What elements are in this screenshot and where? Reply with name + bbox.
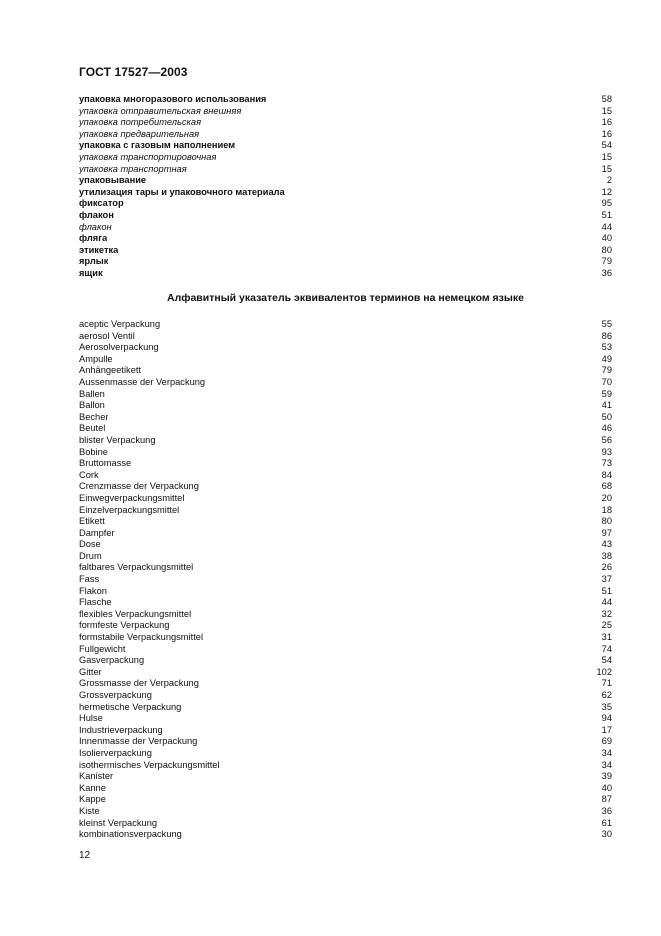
index-entry	[79, 678, 612, 690]
index-term-number: 40	[601, 782, 612, 793]
index-term-number: 54	[601, 655, 612, 666]
index-term-number: 102	[596, 666, 612, 677]
index-term: hermetische Verpackung	[79, 701, 182, 712]
index-entry	[79, 586, 612, 598]
index-term-number: 41	[601, 400, 612, 411]
index-term: упаковка транспортная	[79, 163, 187, 174]
index-term-number: 15	[601, 163, 612, 174]
index-term-number: 36	[601, 267, 612, 278]
index-entry	[79, 222, 612, 234]
index-term: Drum	[79, 550, 102, 561]
index-entry	[79, 233, 612, 245]
index-term-number: 36	[601, 805, 612, 816]
index-entry	[79, 505, 612, 517]
index-term: Dampfer	[79, 527, 115, 538]
index-entry	[79, 423, 612, 435]
index-term: Aussenmasse der Verpackung	[79, 376, 206, 387]
index-entry	[79, 94, 612, 106]
index-entry	[79, 470, 612, 482]
index-term-number: 58	[601, 94, 612, 104]
index-entry	[79, 609, 612, 621]
index-term-number: 18	[601, 504, 612, 515]
index-term: Hulse	[79, 713, 103, 724]
index-term-number: 40	[601, 233, 612, 244]
index-term: blister Verpackung	[79, 434, 156, 445]
index-entry	[79, 783, 612, 795]
index-entry	[79, 632, 612, 644]
index-term-number: 84	[601, 469, 612, 480]
russian-term-index	[79, 94, 612, 280]
index-term: formstabile Verpackungsmittel	[79, 632, 204, 643]
index-term-number: 12	[601, 186, 612, 197]
index-term: Flakon	[79, 585, 107, 596]
index-entry	[79, 400, 612, 412]
index-term: упаковка многоразового использования	[79, 94, 267, 104]
index-entry	[79, 164, 612, 176]
index-term-number: 25	[601, 620, 612, 631]
index-entry	[79, 106, 612, 118]
index-term-number: 46	[601, 423, 612, 434]
index-entry	[79, 175, 612, 187]
index-term: Aerosolverpackung	[79, 342, 159, 353]
index-term: kleinst Verpackung	[79, 817, 158, 828]
index-term-number: 71	[601, 678, 612, 689]
index-term: этикетка	[79, 244, 119, 255]
document-header: ГОСТ 17527—2003	[79, 65, 188, 79]
index-term: Grossverpackung	[79, 690, 152, 700]
index-term-number: 35	[601, 701, 612, 712]
index-term-number: 39	[601, 771, 612, 782]
index-term-number: 86	[601, 330, 612, 341]
index-term: фляга	[79, 233, 108, 244]
index-term: Einzelverpackungsmittel	[79, 504, 180, 515]
index-term-number: 80	[601, 516, 612, 527]
index-entry	[79, 725, 612, 737]
index-term: фиксатор	[79, 198, 124, 209]
index-term: упаковка транспортировочная	[79, 151, 217, 162]
index-term: kombinationsverpackung	[79, 829, 182, 840]
index-term-number: 51	[601, 209, 612, 220]
index-entry	[79, 667, 612, 679]
index-term: Beutel	[79, 423, 106, 434]
index-entry	[79, 245, 612, 257]
index-entry	[79, 493, 612, 505]
index-term-number: 49	[601, 353, 612, 364]
index-entry	[79, 794, 612, 806]
index-term: aerosol Ventil	[79, 330, 135, 341]
index-term-number: 53	[601, 342, 612, 353]
index-entry	[79, 771, 612, 783]
index-term: флакон	[79, 209, 114, 220]
index-term: Etikett	[79, 516, 105, 527]
index-term-number: 61	[601, 817, 612, 828]
index-term: Einwegverpackungsmittel	[79, 492, 185, 503]
german-term-index	[79, 319, 612, 841]
index-entry	[79, 829, 612, 841]
page-number: 12	[79, 850, 91, 861]
index-term: упаковывание	[79, 175, 147, 186]
index-entry	[79, 331, 612, 343]
index-term: Becher	[79, 411, 109, 422]
index-term: Kappe	[79, 794, 106, 805]
index-term: утилизация тары и упаковочного материала	[79, 186, 285, 197]
index-entry	[79, 539, 612, 551]
index-term-number: 31	[601, 632, 612, 643]
index-entry	[79, 481, 612, 493]
index-term-number: 62	[601, 690, 612, 700]
index-term-number: 68	[601, 481, 612, 492]
index-term-number: 69	[601, 736, 612, 747]
index-entry	[79, 365, 612, 377]
index-term-number: 50	[601, 411, 612, 422]
index-term-number: 94	[601, 713, 612, 724]
section-title: Алфавитный указатель эквивалентов терминов на немецком языке	[167, 292, 524, 304]
index-term-number: 43	[601, 539, 612, 550]
index-entry	[79, 702, 612, 714]
index-term-number: 59	[601, 388, 612, 399]
index-term-number: 95	[601, 198, 612, 209]
index-term-number: 56	[601, 434, 612, 445]
index-entry	[79, 210, 612, 222]
index-term: упаковка с газовым наполнением	[79, 140, 236, 151]
index-term-number: 54	[601, 140, 612, 151]
index-term-number: 2	[606, 175, 612, 186]
index-term-number: 37	[601, 574, 612, 585]
index-entry	[79, 152, 612, 164]
index-term: Ballon	[79, 400, 105, 411]
index-term: Kanne	[79, 782, 106, 793]
index-term: упаковка отправительская внешняя	[79, 105, 242, 116]
index-term-number: 16	[601, 117, 612, 128]
index-term-number: 32	[601, 608, 612, 619]
index-entry	[79, 516, 612, 528]
index-term-number: 34	[601, 759, 612, 770]
index-entry	[79, 713, 612, 725]
index-term: Gitter	[79, 666, 102, 677]
index-entry	[79, 644, 612, 656]
index-term-number: 17	[601, 724, 612, 735]
index-term: ярлык	[79, 256, 109, 267]
index-entry	[79, 342, 612, 354]
index-term-number: 38	[601, 550, 612, 561]
index-entry	[79, 129, 612, 141]
index-term-number: 73	[601, 458, 612, 469]
index-term-number: 44	[601, 597, 612, 608]
index-entry	[79, 435, 612, 447]
index-term: formfeste Verpackung	[79, 620, 170, 631]
index-term: Ampulle	[79, 353, 113, 364]
index-term-number: 74	[601, 643, 612, 654]
index-term-number: 97	[601, 527, 612, 538]
index-entry	[79, 760, 612, 772]
index-entry	[79, 319, 612, 331]
index-entry	[79, 377, 612, 389]
index-entry	[79, 187, 612, 199]
index-term: Industrieverpackung	[79, 724, 163, 735]
index-entry	[79, 198, 612, 210]
index-entry	[79, 818, 612, 830]
index-entry	[79, 117, 612, 129]
index-term: Dose	[79, 539, 101, 550]
index-term-number: 15	[601, 105, 612, 116]
index-term-number: 87	[601, 794, 612, 805]
index-term: Kiste	[79, 805, 100, 816]
index-entry	[79, 690, 612, 702]
index-term: Flasche	[79, 597, 112, 608]
index-term: Grossmasse der Verpackung	[79, 678, 199, 689]
index-term-number: 80	[601, 244, 612, 255]
index-term-number: 93	[601, 446, 612, 457]
index-term: Kanister	[79, 771, 114, 782]
index-term: Ballen	[79, 388, 105, 399]
index-term-number: 34	[601, 747, 612, 758]
index-entry	[79, 748, 612, 760]
index-term: isothermisches Verpackungsmittel	[79, 759, 220, 770]
index-entry	[79, 354, 612, 366]
index-entry	[79, 562, 612, 574]
index-term: faltbares Verpackungsmittel	[79, 562, 194, 573]
index-term: aceptic Verpackung	[79, 319, 161, 329]
index-term-number: 15	[601, 151, 612, 162]
index-term: flexibles Verpackungsmittel	[79, 608, 192, 619]
index-term: Anhängeetikett	[79, 365, 142, 376]
index-term-number: 79	[601, 256, 612, 267]
index-entry	[79, 597, 612, 609]
index-term: флакон	[79, 221, 112, 232]
index-term-number: 51	[601, 585, 612, 596]
index-entry	[79, 412, 612, 424]
index-entry	[79, 458, 612, 470]
index-term-number: 26	[601, 562, 612, 573]
index-term: Isolierverpackung	[79, 747, 152, 758]
index-term: Innenmasse der Verpackung	[79, 736, 198, 747]
index-entry	[79, 620, 612, 632]
index-term-number: 55	[601, 319, 612, 329]
index-term: упаковка предварительная	[79, 128, 200, 139]
index-term-number: 70	[601, 376, 612, 387]
index-entry	[79, 528, 612, 540]
index-entry	[79, 256, 612, 268]
index-term: Bobine	[79, 446, 108, 457]
index-term: упаковка потребительская	[79, 117, 202, 128]
index-entry	[79, 806, 612, 818]
index-term-number: 30	[601, 829, 612, 840]
index-term-number: 44	[601, 221, 612, 232]
index-term-number: 79	[601, 365, 612, 376]
index-entry	[79, 655, 612, 667]
index-term: Fullgewicht	[79, 643, 126, 654]
index-entry	[79, 268, 612, 280]
index-term: Bruttomasse	[79, 458, 132, 469]
index-term: Fass	[79, 574, 100, 585]
index-term: Gasverpackung	[79, 655, 145, 666]
index-entry	[79, 447, 612, 459]
index-term-number: 16	[601, 128, 612, 139]
index-entry	[79, 574, 612, 586]
index-entry	[79, 140, 612, 152]
index-term-number: 20	[601, 492, 612, 503]
index-entry	[79, 389, 612, 401]
index-term: ящик	[79, 267, 103, 278]
index-entry	[79, 551, 612, 563]
index-entry	[79, 736, 612, 748]
index-term: Crenzmasse der Verpackung	[79, 481, 199, 492]
index-term: Cork	[79, 469, 99, 480]
